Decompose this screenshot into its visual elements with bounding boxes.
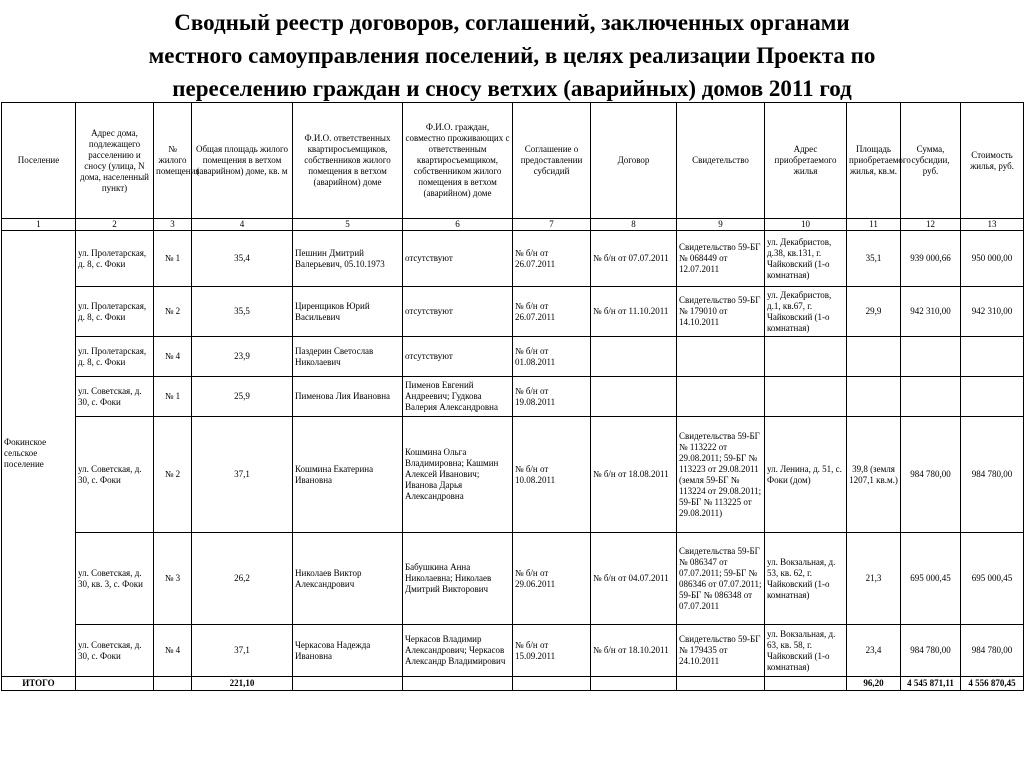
flat-cell: № 2 — [154, 417, 192, 533]
table-row — [2, 287, 1024, 337]
empty-cell — [403, 677, 513, 691]
agreement-cell: № б/н от 29.06.2011 — [513, 533, 591, 625]
cost-cell: 984 780,00 — [961, 417, 1024, 533]
flat-cell: № 4 — [154, 625, 192, 677]
empty-cell — [677, 677, 765, 691]
address-cell: ул. Пролетарская, д. 8, с. Фоки — [76, 337, 154, 377]
contract-cell: № б/н от 07.07.2011 — [591, 231, 677, 287]
registry-table — [1, 102, 1024, 691]
header-cell: Ф.И.О. граждан, совместно проживающих с ответственным квартиросъемщиком, собственником жилого помещения в ветхом (аварийном) доме — [403, 103, 513, 219]
column-number: 11 — [847, 219, 901, 231]
new-address-cell — [765, 377, 847, 417]
table-row — [2, 337, 1024, 377]
area-cell: 37,1 — [192, 625, 293, 677]
table-row — [2, 377, 1024, 417]
cost-cell: 942 310,00 — [961, 287, 1024, 337]
empty-cell — [293, 677, 403, 691]
subsidy-cell: 695 000,45 — [901, 533, 961, 625]
header-cell: Площадь приобретаемого жилья, кв.м. — [847, 103, 901, 219]
column-number: 10 — [765, 219, 847, 231]
area-cell: 37,1 — [192, 417, 293, 533]
cost-cell: 695 000,45 — [961, 533, 1024, 625]
area-cell: 35,4 — [192, 231, 293, 287]
header-cell: Ф.И.О. ответственных квартиросъемщиков, собственников жилого помещения в ветхом (аварийном) доме — [293, 103, 403, 219]
column-number: 4 — [192, 219, 293, 231]
new-area-cell: 23,4 — [847, 625, 901, 677]
owner-cell: Пименова Лия Ивановна — [293, 377, 403, 417]
total-cost: 4 556 870,45 — [961, 677, 1024, 691]
table-row — [2, 231, 1024, 287]
empty-cell — [154, 677, 192, 691]
area-cell: 35,5 — [192, 287, 293, 337]
new-area-cell: 21,3 — [847, 533, 901, 625]
header-cell: Общая площадь жилого помещения в ветхом (аварийном) доме, кв. м — [192, 103, 293, 219]
cost-cell: 984 780,00 — [961, 625, 1024, 677]
contract-cell: № б/н от 18.10.2011 — [591, 625, 677, 677]
column-number: 2 — [76, 219, 154, 231]
title-line-2: местного самоуправления поселений, в целях реализации Проекта по — [148, 43, 876, 68]
agreement-cell: № б/н от 10.08.2011 — [513, 417, 591, 533]
address-cell: ул. Советская, д. 30, с. Фоки — [76, 417, 154, 533]
table-row — [2, 625, 1024, 677]
agreement-cell: № б/н от 26.07.2011 — [513, 231, 591, 287]
column-number: 13 — [961, 219, 1024, 231]
certificate-cell: Свидетельства 59-БГ № 113222 от 29.08.2011; 59-БГ № 113223 от 29.08.2011 (земля 59-БГ № 113224 от 29.08.2011; 59-БГ № 113225 от 29.08.2011) — [677, 417, 765, 533]
area-cell: 25,9 — [192, 377, 293, 417]
column-number: 12 — [901, 219, 961, 231]
flat-cell: № 2 — [154, 287, 192, 337]
certificate-cell: Свидетельства 59-БГ № 086347 от 07.07.2011; 59-БГ № 086346 от 07.07.2011; 59-БГ № 086348 от 07.07.2011 — [677, 533, 765, 625]
owner-cell: Кошмина Екатерина Ивановна — [293, 417, 403, 533]
new-address-cell: ул. Вокзальная, д. 53, кв. 62, г. Чайковский (1-о комнатная) — [765, 533, 847, 625]
column-number-row — [2, 219, 1024, 231]
certificate-cell: Свидетельство 59-БГ № 068449 от 12.07.2011 — [677, 231, 765, 287]
contract-cell — [591, 337, 677, 377]
header-cell: Стоимость жилья, руб. — [961, 103, 1024, 219]
settlement-cell: Фокинское сельское поселение — [2, 231, 76, 677]
header-cell: Договор — [591, 103, 677, 219]
cost-cell — [961, 337, 1024, 377]
owner-cell: Николаев Виктор Александрович — [293, 533, 403, 625]
new-area-cell: 29,9 — [847, 287, 901, 337]
contract-cell: № б/н от 18.08.2011 — [591, 417, 677, 533]
cost-cell: 950 000,00 — [961, 231, 1024, 287]
header-cell: Сумма, субсидии, руб. — [901, 103, 961, 219]
header-cell: № жилого помещения — [154, 103, 192, 219]
owner-cell: Паздерин Светослав Николаевич — [293, 337, 403, 377]
subsidy-cell: 984 780,00 — [901, 625, 961, 677]
certificate-cell: Свидетельство 59-БГ № 179010 от 14.10.2011 — [677, 287, 765, 337]
cohabitants-cell: отсутствуют — [403, 231, 513, 287]
agreement-cell: № б/н от 19.08.2011 — [513, 377, 591, 417]
contract-cell — [591, 377, 677, 417]
certificate-cell — [677, 377, 765, 417]
flat-cell: № 3 — [154, 533, 192, 625]
new-address-cell: ул. Ленина, д. 51, с. Фоки (дом) — [765, 417, 847, 533]
new-area-cell — [847, 377, 901, 417]
header-cell: Адрес приобретаемого жилья — [765, 103, 847, 219]
address-cell: ул. Советская, д. 30, с. Фоки — [76, 625, 154, 677]
cohabitants-cell: Кошмина Ольга Владимировна; Кашмин Алексей Иванович; Иванова Дарья Александровна — [403, 417, 513, 533]
header-cell: Соглашение о предоставлении субсидий — [513, 103, 591, 219]
header-cell: Поселение — [2, 103, 76, 219]
total-subsidy: 4 545 871,11 — [901, 677, 961, 691]
subsidy-cell: 939 000,66 — [901, 231, 961, 287]
column-number: 7 — [513, 219, 591, 231]
cost-cell — [961, 377, 1024, 417]
cohabitants-cell: Бабушкина Анна Николаевна; Николаев Дмитрий Викторович — [403, 533, 513, 625]
title-line-1: Сводный реестр договоров, соглашений, заключенных органами — [174, 10, 850, 35]
empty-cell — [513, 677, 591, 691]
subsidy-cell — [901, 377, 961, 417]
title-line-3: переселению граждан и сносу ветхих (аварийных) домов 2011 год — [172, 76, 852, 101]
address-cell: ул. Пролетарская, д. 8, с. Фоки — [76, 287, 154, 337]
owner-cell: Циренщиков Юрий Васильевич — [293, 287, 403, 337]
total-area: 221,10 — [192, 677, 293, 691]
new-address-cell: ул. Декабристов, д.1, кв.67, г. Чайковский (1-о комнатная) — [765, 287, 847, 337]
contract-cell: № б/н от 04.07.2011 — [591, 533, 677, 625]
total-label: ИТОГО — [2, 677, 76, 691]
owner-cell: Пешнин Дмитрий Валерьевич, 05.10.1973 — [293, 231, 403, 287]
empty-cell — [765, 677, 847, 691]
flat-cell: № 1 — [154, 377, 192, 417]
empty-cell — [591, 677, 677, 691]
column-number: 8 — [591, 219, 677, 231]
empty-cell — [76, 677, 154, 691]
column-number: 9 — [677, 219, 765, 231]
flat-cell: № 4 — [154, 337, 192, 377]
subsidy-cell: 984 780,00 — [901, 417, 961, 533]
column-number: 6 — [403, 219, 513, 231]
column-number: 3 — [154, 219, 192, 231]
cohabitants-cell: отсутствуют — [403, 287, 513, 337]
subsidy-cell — [901, 337, 961, 377]
header-cell: Адрес дома, подлежащего расселению и сносу (улица, N дома, населенный пункт) — [76, 103, 154, 219]
document-title — [0, 0, 1024, 102]
cohabitants-cell: Черкасов Владимир Александрович; Черкасов Александр Владимирович — [403, 625, 513, 677]
address-cell: ул. Советская, д. 30, кв. 3, с. Фоки — [76, 533, 154, 625]
table-row — [2, 417, 1024, 533]
certificate-cell — [677, 337, 765, 377]
header-row — [2, 103, 1024, 219]
certificate-cell: Свидетельство 59-БГ № 179435 от 24.10.2011 — [677, 625, 765, 677]
new-address-cell: ул. Декабристов, д.38, кв.131, г. Чайковский (1-о комнатная) — [765, 231, 847, 287]
subsidy-cell: 942 310,00 — [901, 287, 961, 337]
flat-cell: № 1 — [154, 231, 192, 287]
total-row — [2, 677, 1024, 691]
column-number: 1 — [2, 219, 76, 231]
new-address-cell — [765, 337, 847, 377]
agreement-cell: № б/н от 26.07.2011 — [513, 287, 591, 337]
agreement-cell: № б/н от 15.09.2011 — [513, 625, 591, 677]
contract-cell: № б/н от 11.10.2011 — [591, 287, 677, 337]
column-number: 5 — [293, 219, 403, 231]
new-address-cell: ул. Вокзальная, д. 63, кв. 58, г. Чайковский (1-о комнатная) — [765, 625, 847, 677]
agreement-cell: № б/н от 01.08.2011 — [513, 337, 591, 377]
new-area-cell: 35,1 — [847, 231, 901, 287]
table-row — [2, 533, 1024, 625]
cohabitants-cell: отсутствуют — [403, 337, 513, 377]
owner-cell: Черкасова Надежда Ивановна — [293, 625, 403, 677]
header-cell: Свидетельство — [677, 103, 765, 219]
area-cell: 26,2 — [192, 533, 293, 625]
total-new-area: 96,20 — [847, 677, 901, 691]
address-cell: ул. Пролетарская, д. 8, с. Фоки — [76, 231, 154, 287]
cohabitants-cell: Пименов Евгений Андреевич; Гудкова Валерия Александровна — [403, 377, 513, 417]
area-cell: 23,9 — [192, 337, 293, 377]
address-cell: ул. Советская, д. 30, с. Фоки — [76, 377, 154, 417]
new-area-cell — [847, 337, 901, 377]
new-area-cell: 39,8 (земля 1207,1 кв.м.) — [847, 417, 901, 533]
